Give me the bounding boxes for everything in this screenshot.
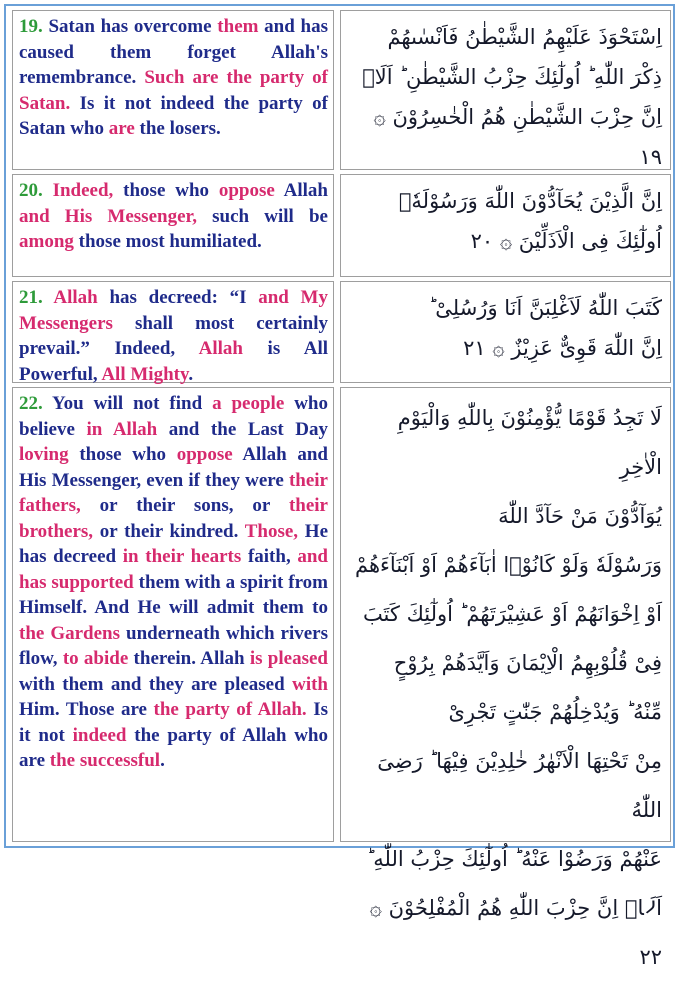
translation-segment: indeed [72,724,127,746]
translation-segment: those who [123,180,219,201]
translation-segment: Allah [274,180,328,201]
translation-segment: loving [19,444,69,465]
translation-segment: in their hearts [122,546,242,567]
translation-segment: the losers. [134,118,221,139]
translation-segment: those most humiliated. [73,231,262,252]
verse-number: 21. [19,287,43,308]
arabic-line: فِىْ قُلُوْبِهِمُ الْاِيْمَانَ وَاَيَّدَهُمْ بِرُوْحٍ [393,651,662,675]
verse-number: 20. [19,180,43,201]
arabic-text [349,288,662,368]
translation-segment: faith, [241,546,298,567]
translation-segment: those who [68,444,177,465]
translation-segment: among [19,231,74,252]
translation-segment: You will not find [42,393,213,414]
translation-segment: Allah [198,338,244,359]
arabic-line: عَنْهُمْ وَرَضُوْا عَنْهُ ؕ اُولٰٓئِكَ حِزْبُ اللّٰهِ ؕ [366,847,662,871]
verse-row-21 [12,281,671,383]
verse-number: 19. [19,16,43,37]
translation-segment: to abide [62,648,129,669]
arabic-cell [340,10,671,170]
translation-segment: Such are the party of Satan. [19,67,329,114]
translation-segment: a people [212,393,285,414]
arabic-line: اِنَّ حِزْبَ الشَّيْطٰنِ هُمُ الْخٰسِرُوْنَ ۞ [373,105,662,129]
translation-segment: or their sons, or [80,495,289,516]
translation-segment: Him. Those are [19,699,154,720]
translation-segment: Is it not [19,699,329,746]
verse-row-22 [12,387,671,969]
translation-segment: is pleased [249,648,328,669]
arabic-line: يُوَآدُّوْنَ مَنْ حَآدَّ اللّٰهَ [498,504,662,528]
translation-segment: Satan has overcome [42,16,218,37]
translation-segment: them [217,16,259,37]
verse-row-20 [12,174,671,277]
translation-segment: in Allah [86,418,158,440]
translation-segment: Is it not indeed the party of Satan who [19,92,328,139]
translation-segment: the party of Allah who are [19,724,328,771]
arabic-cell [340,281,671,383]
verse-table [4,4,675,969]
arabic-line: كَتَبَ اللّٰهُ لَاَغْلِبَنَّ اَنَا وَرُسُلِىْ ؕ [428,296,662,320]
translation-segment: the party of Allah. [153,699,307,720]
translation-segment: such will be [196,205,328,227]
english-translation [19,14,328,142]
arabic-line: اَوْ اِخْوَانَهُمْ اَوْ عَشِيْرَتَهُمْ ؕ اُولٰٓئِكَ كَتَبَ [362,602,662,626]
arabic-line: وَرَسُوْلَهٗ وَلَوْ كَانُوْۤا اٰبَآءَهُمْ اَوْ اَبْنَآءَهُمْ [355,553,662,577]
arabic-line: اِنَّ اللّٰهَ قَوِىٌّ عَزِيْزٌ ۞ [492,336,662,360]
english-cell [12,387,334,842]
translation-segment: and has supported [19,546,328,593]
translation-segment: He has decreed [19,520,328,567]
arabic-text [349,394,662,982]
verse-number: 22. [19,393,43,414]
translation-segment: . [188,363,194,385]
translation-segment: has decreed: “I [97,287,259,308]
translation-segment: and His Messenger, [19,205,197,227]
arabic-line: اِسْتَحْوَذَ عَلَيْهِمُ الشَّيْطٰنُ فَاَنْسٰىهُمْ [387,25,662,49]
ayah-number-marker: ٢٢ [639,945,662,969]
ayah-number-marker: ١٩ [639,145,662,169]
translation-segment: and the Last Day [157,418,328,440]
arabic-line: لَا تَجِدُ قَوْمًا يُّؤْمِنُوْنَ بِاللّٰهِ وَالْيَوْمِ الْاٰخِرِ [397,406,662,479]
translation-segment: the Gardens [19,622,120,644]
english-translation [19,178,328,255]
ayah-number-marker: ٢١ [463,336,493,360]
english-translation [19,285,328,387]
translation-segment: Indeed, [42,180,124,201]
translation-segment: underneath which rivers flow, [19,622,328,669]
translation-segment: All Mighty [101,363,189,385]
translation-segment: Allah and His Messenger, even if they were [19,444,328,491]
translation-segment: the successful [49,750,161,771]
translation-segment: oppose [176,444,233,465]
arabic-line: مِّنْهُ ؕ وَيُدْخِلُهُمْ جَنّٰتٍ تَجْرِىْ [448,700,662,724]
verse-row-19 [12,10,671,170]
arabic-line: مِنْ تَحْتِهَا الْاَنْهٰرُ خٰلِدِيْنَ فِيْهَا ؕ رَضِىَ اللّٰهُ [377,749,662,822]
translation-segment: or their kindred. [93,520,245,542]
translation-segment: Those, [244,520,299,542]
translation-segment: who believe [19,393,328,440]
translation-segment: therein. Allah [128,648,250,669]
arabic-line: ذِكْرَ اللّٰهِ ؕ اُولٰٓئِكَ حِزْبُ الشَّيْطٰنِ ؕ اَلَاۤ [362,65,662,89]
arabic-text [349,17,662,177]
translation-segment: . [160,750,165,771]
english-cell [12,281,334,383]
english-translation [19,391,328,774]
translation-segment: their brothers, [19,495,328,542]
translation-segment: are [108,118,135,139]
english-cell [12,10,334,170]
translation-segment: Allah [42,287,98,308]
arabic-text [349,181,662,261]
arabic-cell [340,387,671,969]
translation-segment: oppose [218,180,275,201]
translation-segment: and has caused them forget Allah's remembrance. [19,16,328,88]
translation-segment: with them and they are pleased [19,673,293,695]
translation-segment: them with a spirit from Himself. And He will admit them to [19,571,328,618]
english-cell [12,174,334,277]
arabic-cell [340,174,671,277]
translation-segment: their fathers, [19,469,328,516]
translation-segment: and My Messengers [19,287,328,334]
arabic-line: اَلَاۤ اِنَّ حِزْبَ اللّٰهِ هُمُ الْمُفْلِحُوْنَ ۞ [369,896,662,920]
translation-segment: shall most certainly prevail.” Indeed, [19,312,328,359]
ayah-number-marker: ٢٠ [470,229,500,253]
arabic-line: اُولٰٓئِكَ فِى الْاَذَلِّيْنَ ۞ [499,229,662,253]
arabic-line: اِنَّ الَّذِيْنَ يُحَآدُّوْنَ اللّٰهَ وَرَسُوْلَهٗۤ [398,189,662,213]
translation-segment: is All Powerful, [19,338,329,385]
translation-segment: with [292,673,328,695]
